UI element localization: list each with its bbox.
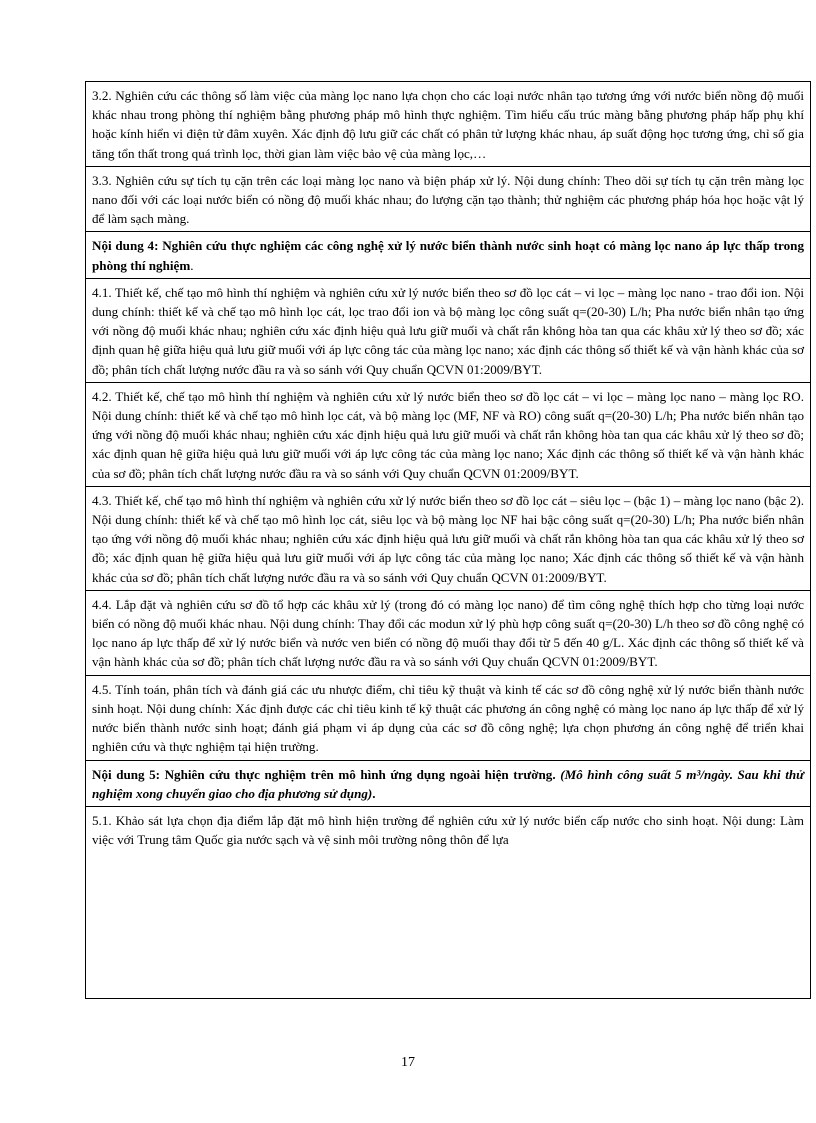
paragraph-4-2: 4.2. Thiết kế, chế tạo mô hình thí nghiệm và nghiên cứu xử lý nước biển theo sơ đồ lọc cát – vi lọc – màng lọc nano – màng lọc RO. Nội dung chính: thiết kế và chế tạo mô hình lọc cát, và bộ màng lọc (MF, NF và RO) công suất q=(20-30) L/h; Pha nước biển nhân tạo ứng với nồng độ muối khác nhau; nghiên cứu xác định hiệu quả lưu giữ muối và chất rắn không hòa tan qua các khâu xử lý theo sơ đồ; xác định quan hệ giữa hiệu quả lưu giữ muối với áp lực công tác của màng lọc nano; Xác định các thông số thiết kế và vận hành khác của sơ đồ; phân tích chất lượng nước đầu ra và so sánh với Quy chuẩn QCVN 01:2009/BYT. [86, 383, 810, 487]
content-table [85, 81, 811, 999]
section-title-suffix: . [190, 257, 194, 273]
paragraph-3-2: 3.2. Nghiên cứu các thông số làm việc của màng lọc nano lựa chọn cho các loại nước nhân tạo tương ứng với nước biển nồng độ muối khác nhau trong phòng thí nghiệm bằng phương pháp mô hình thực nghiệm. Tìm hiểu cấu trúc màng bằng phương pháp hấp phụ khí hoặc kính hiển vi điện tử đâm xuyên. Xác định độ lưu giữ các chất có phân tử lượng khác nhau, áp suất động học tương ứng, chỉ số gia tăng tổn thất trong quá trình lọc, thời gian làm việc bảo vệ của màng lọc,… [86, 82, 810, 167]
section-title: Nội dung 4: Nghiên cứu thực nghiệm các công nghệ xử lý nước biển thành nước sinh hoạt có màng lọc nano áp lực thấp trong phòng thí nghiệm [92, 238, 804, 273]
page-number: 17 [401, 1055, 415, 1070]
section-title: Nội dung 5: Nghiên cứu thực nghiệm trên mô hình ứng dụng ngoài hiện trường. [92, 766, 556, 782]
section-note: (Mô hình công suất 5 m³/ngày. Sau khi thử nghiệm xong chuyển giao cho địa phương sử dụng) [92, 766, 804, 801]
section-heading-noi-dung-5 [86, 761, 810, 807]
paragraph-3-3: 3.3. Nghiên cứu sự tích tụ cặn trên các loại màng lọc nano và biện pháp xử lý. Nội dung chính: Theo dõi sự tích tụ cặn trên màng lọc nano đối với các loại nước biển có nồng độ muối khác nhau; đo lượng cặn tạo thành; thử nghiệm các phương pháp hóa học hoặc vật lý để làm sạch màng. [86, 167, 810, 233]
paragraph-5-1: 5.1. Khảo sát lựa chọn địa điểm lắp đặt mô hình hiện trường để nghiên cứu xử lý nước biển cấp nước cho sinh hoạt. Nội dung: Làm việc với Trung tâm Quốc gia nước sạch và vệ sinh môi trường nông thôn để lựa [92, 812, 804, 848]
paragraph-4-5: 4.5. Tính toán, phân tích và đánh giá các ưu nhược điểm, chỉ tiêu kỹ thuật và kinh tế các sơ đồ công nghệ xử lý nước biển thành nước sinh hoạt. Nội dung chính: Xác định được các chỉ tiêu kinh tế kỹ thuật các phương án công nghệ có màng lọc nano áp lực thấp để xử lý nước biển thành nước sinh hoạt; đánh giá phạm vi áp dụng của các sơ đồ công nghệ; lựa chọn phương án công nghệ để triển khai nghiên cứu và thực nghiệm tại hiện trường. [86, 676, 810, 761]
paragraph-4-3: 4.3. Thiết kế, chế tạo mô hình thí nghiệm và nghiên cứu xử lý nước biển theo sơ đồ lọc cát – siêu lọc – (bậc 1) – màng lọc nano (bậc 2). Nội dung chính: thiết kế và chế tạo mô hình lọc cát, siêu lọc và bộ màng lọc NF hai bậc công suất q=(20-30) L/h; Pha nước biển nhân tạo ứng với nồng độ muối khác nhau; nghiên cứu xác định hiệu quả lưu giữ muối và chất rắn không hòa tan qua các khâu xử lý theo sơ đồ; xác định quan hệ giữa hiệu quả lưu giữ muối với áp lực công tác của màng lọc nano; Xác định các thông số thiết kế và vận hành khác của sơ đồ; phân tích chất lượng nước đầu ra và so sánh với Quy chuẩn QCVN 01:2009/BYT. [86, 487, 810, 591]
paragraph-4-4: 4.4. Lắp đặt và nghiên cứu sơ đồ tổ hợp các khâu xử lý (trong đó có màng lọc nano) để tìm công nghệ thích hợp cho từng loại nước biển có nồng độ muối khác nhau. Nội dung chính: Thay đổi các modun xử lý phù hợp công suất q=(20-30) L/h theo sơ đồ công nghệ có lọc nano áp lực thấp để xử lý nước biển và nước ven biển có nồng độ muối thay đổi từ 5 đến 40 g/L. Xác định các thông số thiết kế và vận hành khác của sơ đồ; phân tích chất lượng nước đầu ra và so sánh với Quy chuẩn QCVN 01:2009/BYT. [86, 591, 810, 676]
section-heading-noi-dung-4 [86, 232, 810, 278]
section-title-suffix: . [372, 785, 376, 801]
paragraph-4-1: 4.1. Thiết kế, chế tạo mô hình thí nghiệm và nghiên cứu xử lý nước biển theo sơ đồ lọc cát – vi lọc – màng lọc nano - trao đổi ion. Nội dung chính: thiết kế và chế tạo mô hình lọc cát, lọc trao đổi ion và bộ màng lọc công suất q=(20-30) L/h; Pha nước biển nhân tạo ứng với nồng độ muối khác nhau; nghiên cứu xác định hiệu quả lưu giữ muối và chất rắn không hòa tan qua các khâu xử lý theo sơ đồ; xác định quan hệ giữa hiệu quả lưu giữ muối với áp lực công tác của màng lọc nano; xác định các thông số thiết kế và vận hành khác của sơ đồ; phân tích chất lượng nước đầu ra và so sánh với Quy chuẩn QCVN 01:2009/BYT. [86, 279, 810, 383]
